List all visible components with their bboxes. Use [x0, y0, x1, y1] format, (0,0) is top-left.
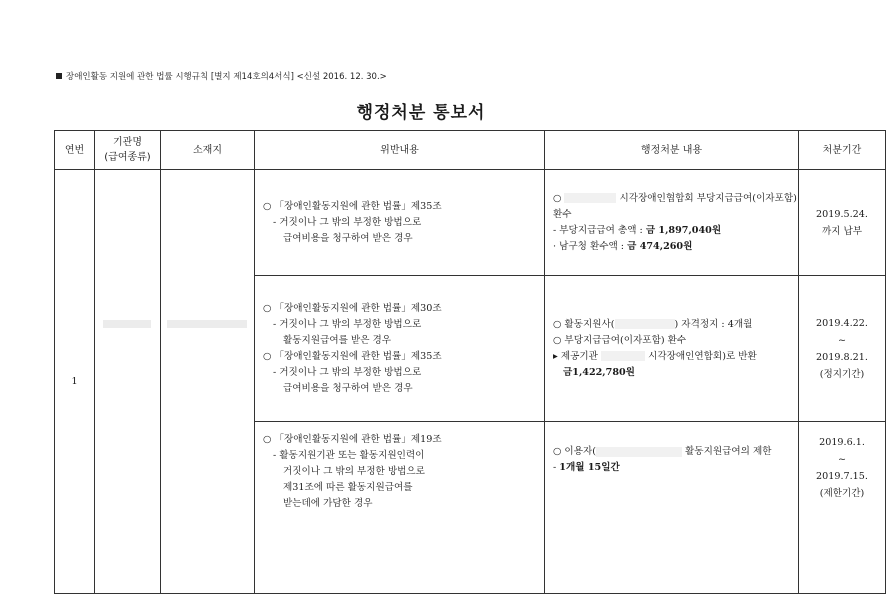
redacted-name [615, 319, 675, 329]
period-line: 까지 납부 [821, 225, 863, 237]
regulation-text: 장애인활동 지원에 관한 법률 시행규칙 [별지 제14호의4서식] <신설 2016. 12. 30.> [66, 72, 387, 82]
action-label: - [553, 462, 560, 473]
violation-line: ○ 「장애인활동지원에 관한 법률」제30조 [263, 302, 442, 314]
action-bullet: ○ [553, 192, 562, 204]
violation-cell [255, 276, 545, 422]
violation-line: 제31조에 따른 활동지원급여를 [283, 482, 413, 493]
action-amount: 금 474,260원 [627, 240, 693, 252]
violation-cell [255, 422, 545, 594]
header-violation: 위반내용 [255, 131, 545, 170]
action-line [553, 239, 790, 255]
action-text: ▸ 제공기관 [553, 350, 598, 362]
period-line: 2019.5.24. [816, 208, 868, 220]
redacted-name [596, 447, 682, 457]
violation-line: - 거짓이나 그 밖의 부정한 방법으로 [273, 318, 422, 330]
period-cell [799, 170, 886, 276]
header-agency [95, 131, 161, 170]
document-title: 행정처분 통보서 [356, 103, 486, 123]
action-text: 활동지원급여의 제한 [685, 446, 772, 457]
row-number: 1 [55, 170, 95, 594]
administrative-action-table [54, 130, 886, 594]
action-amount: 금1,422,780원 [563, 366, 635, 378]
header-num: 연번 [55, 131, 95, 170]
table-header-row [55, 131, 886, 170]
violation-line: - 활동지원기관 또는 활동지원인력이 [273, 450, 425, 461]
period-line: 2019.4.22. [816, 317, 868, 329]
action-line: ○ 부당지급급여(이자포함) 환수 [553, 334, 687, 346]
header-agency-line2: (급여종류) [104, 152, 151, 163]
period-line: 2019.7.15. [816, 471, 868, 482]
action-line: 환수 [553, 208, 572, 220]
action-text: ○ 활동지원사( [553, 318, 615, 330]
violation-line: 받는데에 가담한 경우 [283, 498, 373, 509]
violation-line: 활동지원급여를 받은 경우 [283, 334, 392, 346]
header-action: 행정처분 내용 [545, 131, 799, 170]
action-line [553, 223, 790, 239]
redacted-name [601, 351, 645, 361]
action-cell [545, 422, 799, 594]
violation-line: ○ 「장애인활동지원에 관한 법률」제19조 [263, 434, 442, 445]
header-agency-line1: 기관명 [113, 137, 142, 148]
violation-line: 급여비용을 청구하여 받은 경우 [283, 232, 413, 244]
redacted-agency-name [103, 320, 151, 328]
action-duration: 1개월 15일간 [559, 462, 620, 473]
period-line: (제한기간) [819, 488, 865, 499]
action-text: ) 자격정지 : 4개월 [674, 318, 753, 330]
action-line [553, 460, 790, 476]
violation-line: ○ 「장애인활동지원에 관한 법률」제35조 [263, 200, 442, 212]
action-amount: 금 1,897,040원 [645, 224, 722, 236]
action-text: ○ 이용자( [553, 446, 596, 457]
agency-cell [95, 170, 161, 594]
period-line: 2019.6.1. [819, 437, 865, 448]
action-label: - 부당지급급여 총액 : [553, 224, 646, 236]
header-location: 소재지 [161, 131, 255, 170]
period-line: 2019.8.21. [816, 351, 868, 363]
redacted-location [167, 320, 247, 328]
action-cell [545, 170, 799, 276]
action-label: · 남구청 환수액 : [553, 240, 628, 252]
period-cell [799, 422, 886, 594]
violation-line: ○ 「장애인활동지원에 관한 법률」제35조 [263, 350, 442, 362]
action-line [553, 365, 790, 381]
location-cell [161, 170, 255, 594]
period-line: ~ [837, 334, 847, 346]
violation-line: 거짓이나 그 밖의 부정한 방법으로 [283, 466, 425, 477]
action-line [553, 191, 797, 207]
violation-line: - 거짓이나 그 밖의 부정한 방법으로 [273, 216, 422, 228]
action-cell [545, 276, 799, 422]
violation-line: - 거짓이나 그 밖의 부정한 방법으로 [273, 366, 422, 378]
action-line [553, 317, 790, 333]
square-bullet-icon [56, 73, 62, 79]
regulation-header [56, 70, 387, 82]
period-cell [799, 276, 886, 422]
action-line [553, 444, 790, 460]
header-period: 처분기간 [799, 131, 886, 170]
period-line: ~ [837, 454, 847, 465]
violation-cell [255, 170, 545, 276]
table-row [55, 170, 886, 276]
period-line: (정지기간) [819, 368, 865, 380]
action-line [553, 349, 790, 365]
violation-line: 급여비용을 청구하여 받은 경우 [283, 382, 413, 394]
action-text: 시각장애인연합회)로 반환 [648, 350, 757, 362]
redacted-name [564, 193, 616, 203]
action-text: 시각장애인협합회 부당지급급여(이자포함) [619, 192, 797, 204]
